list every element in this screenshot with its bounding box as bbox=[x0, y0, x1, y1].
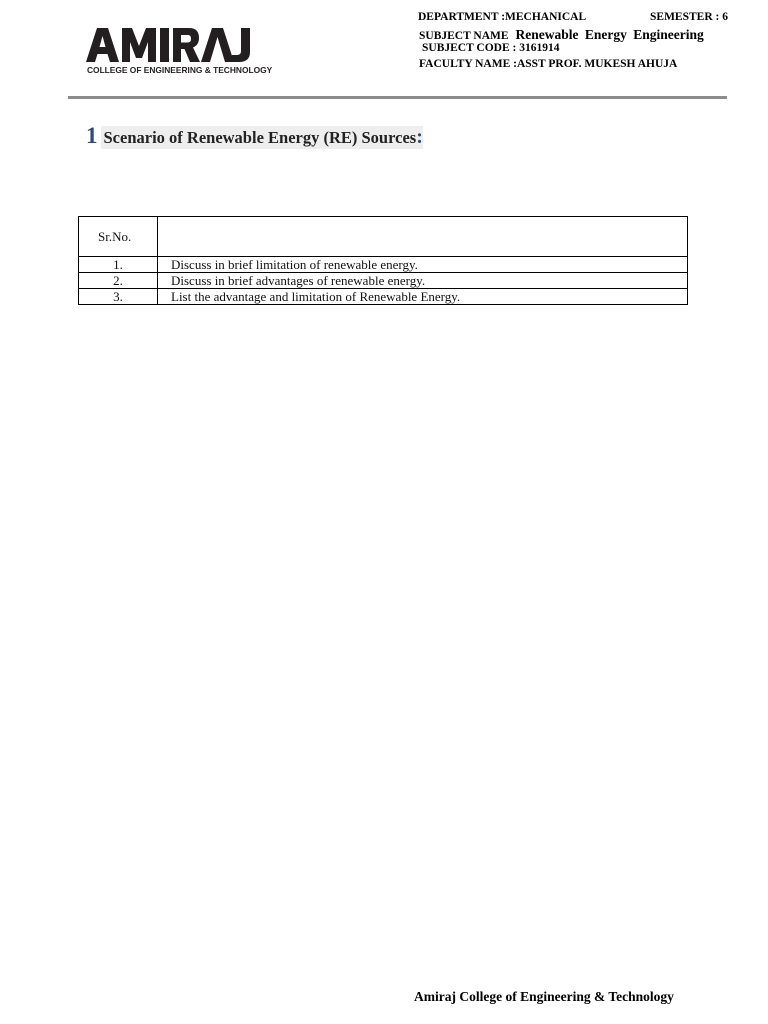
college-logo bbox=[86, 28, 273, 78]
table-row bbox=[79, 257, 688, 273]
row-question: List the advantage and limitation of Renewable Energy. bbox=[158, 289, 688, 305]
section-heading bbox=[86, 123, 423, 151]
row-question: Discuss in brief limitation of renewable energy. bbox=[158, 257, 688, 273]
section-title: Scenario of Renewable Energy (RE) Sources bbox=[103, 128, 417, 147]
row-srno: 2. bbox=[79, 273, 158, 289]
row-question: Discuss in brief advantages of renewable energy. bbox=[158, 273, 688, 289]
header-divider bbox=[68, 96, 727, 99]
faculty-name-label: FACULTY NAME :ASST PROF. MUKESH AHUJA bbox=[419, 58, 678, 70]
row-srno: 3. bbox=[79, 289, 158, 305]
header-srno: Sr.No. bbox=[79, 217, 158, 257]
semester-label: SEMESTER : 6 bbox=[650, 11, 728, 23]
subject-name-label: SUBJECT NAME bbox=[419, 30, 509, 42]
table-row bbox=[79, 273, 688, 289]
subject-code-label: SUBJECT CODE : 3161914 bbox=[422, 42, 560, 54]
subject-name-value: Renewable Energy Engineering bbox=[515, 27, 704, 42]
department-label: DEPARTMENT :MECHANICAL bbox=[418, 11, 587, 23]
logo-tagline: COLLEGE OF ENGINEERING & TECHNOLOGY bbox=[87, 65, 273, 75]
page-footer: Amiraj College of Engineering & Technology bbox=[414, 989, 674, 1004]
row-srno: 1. bbox=[79, 257, 158, 273]
amiraj-wordmark bbox=[86, 28, 252, 62]
section-colon: : bbox=[416, 126, 423, 148]
table-header-row bbox=[79, 217, 688, 257]
section-number: 1 bbox=[86, 123, 98, 148]
question-table bbox=[78, 216, 688, 305]
table-row bbox=[79, 289, 688, 305]
section-title-box bbox=[101, 126, 423, 149]
subject-name-row bbox=[419, 27, 704, 43]
header-question bbox=[158, 217, 688, 257]
